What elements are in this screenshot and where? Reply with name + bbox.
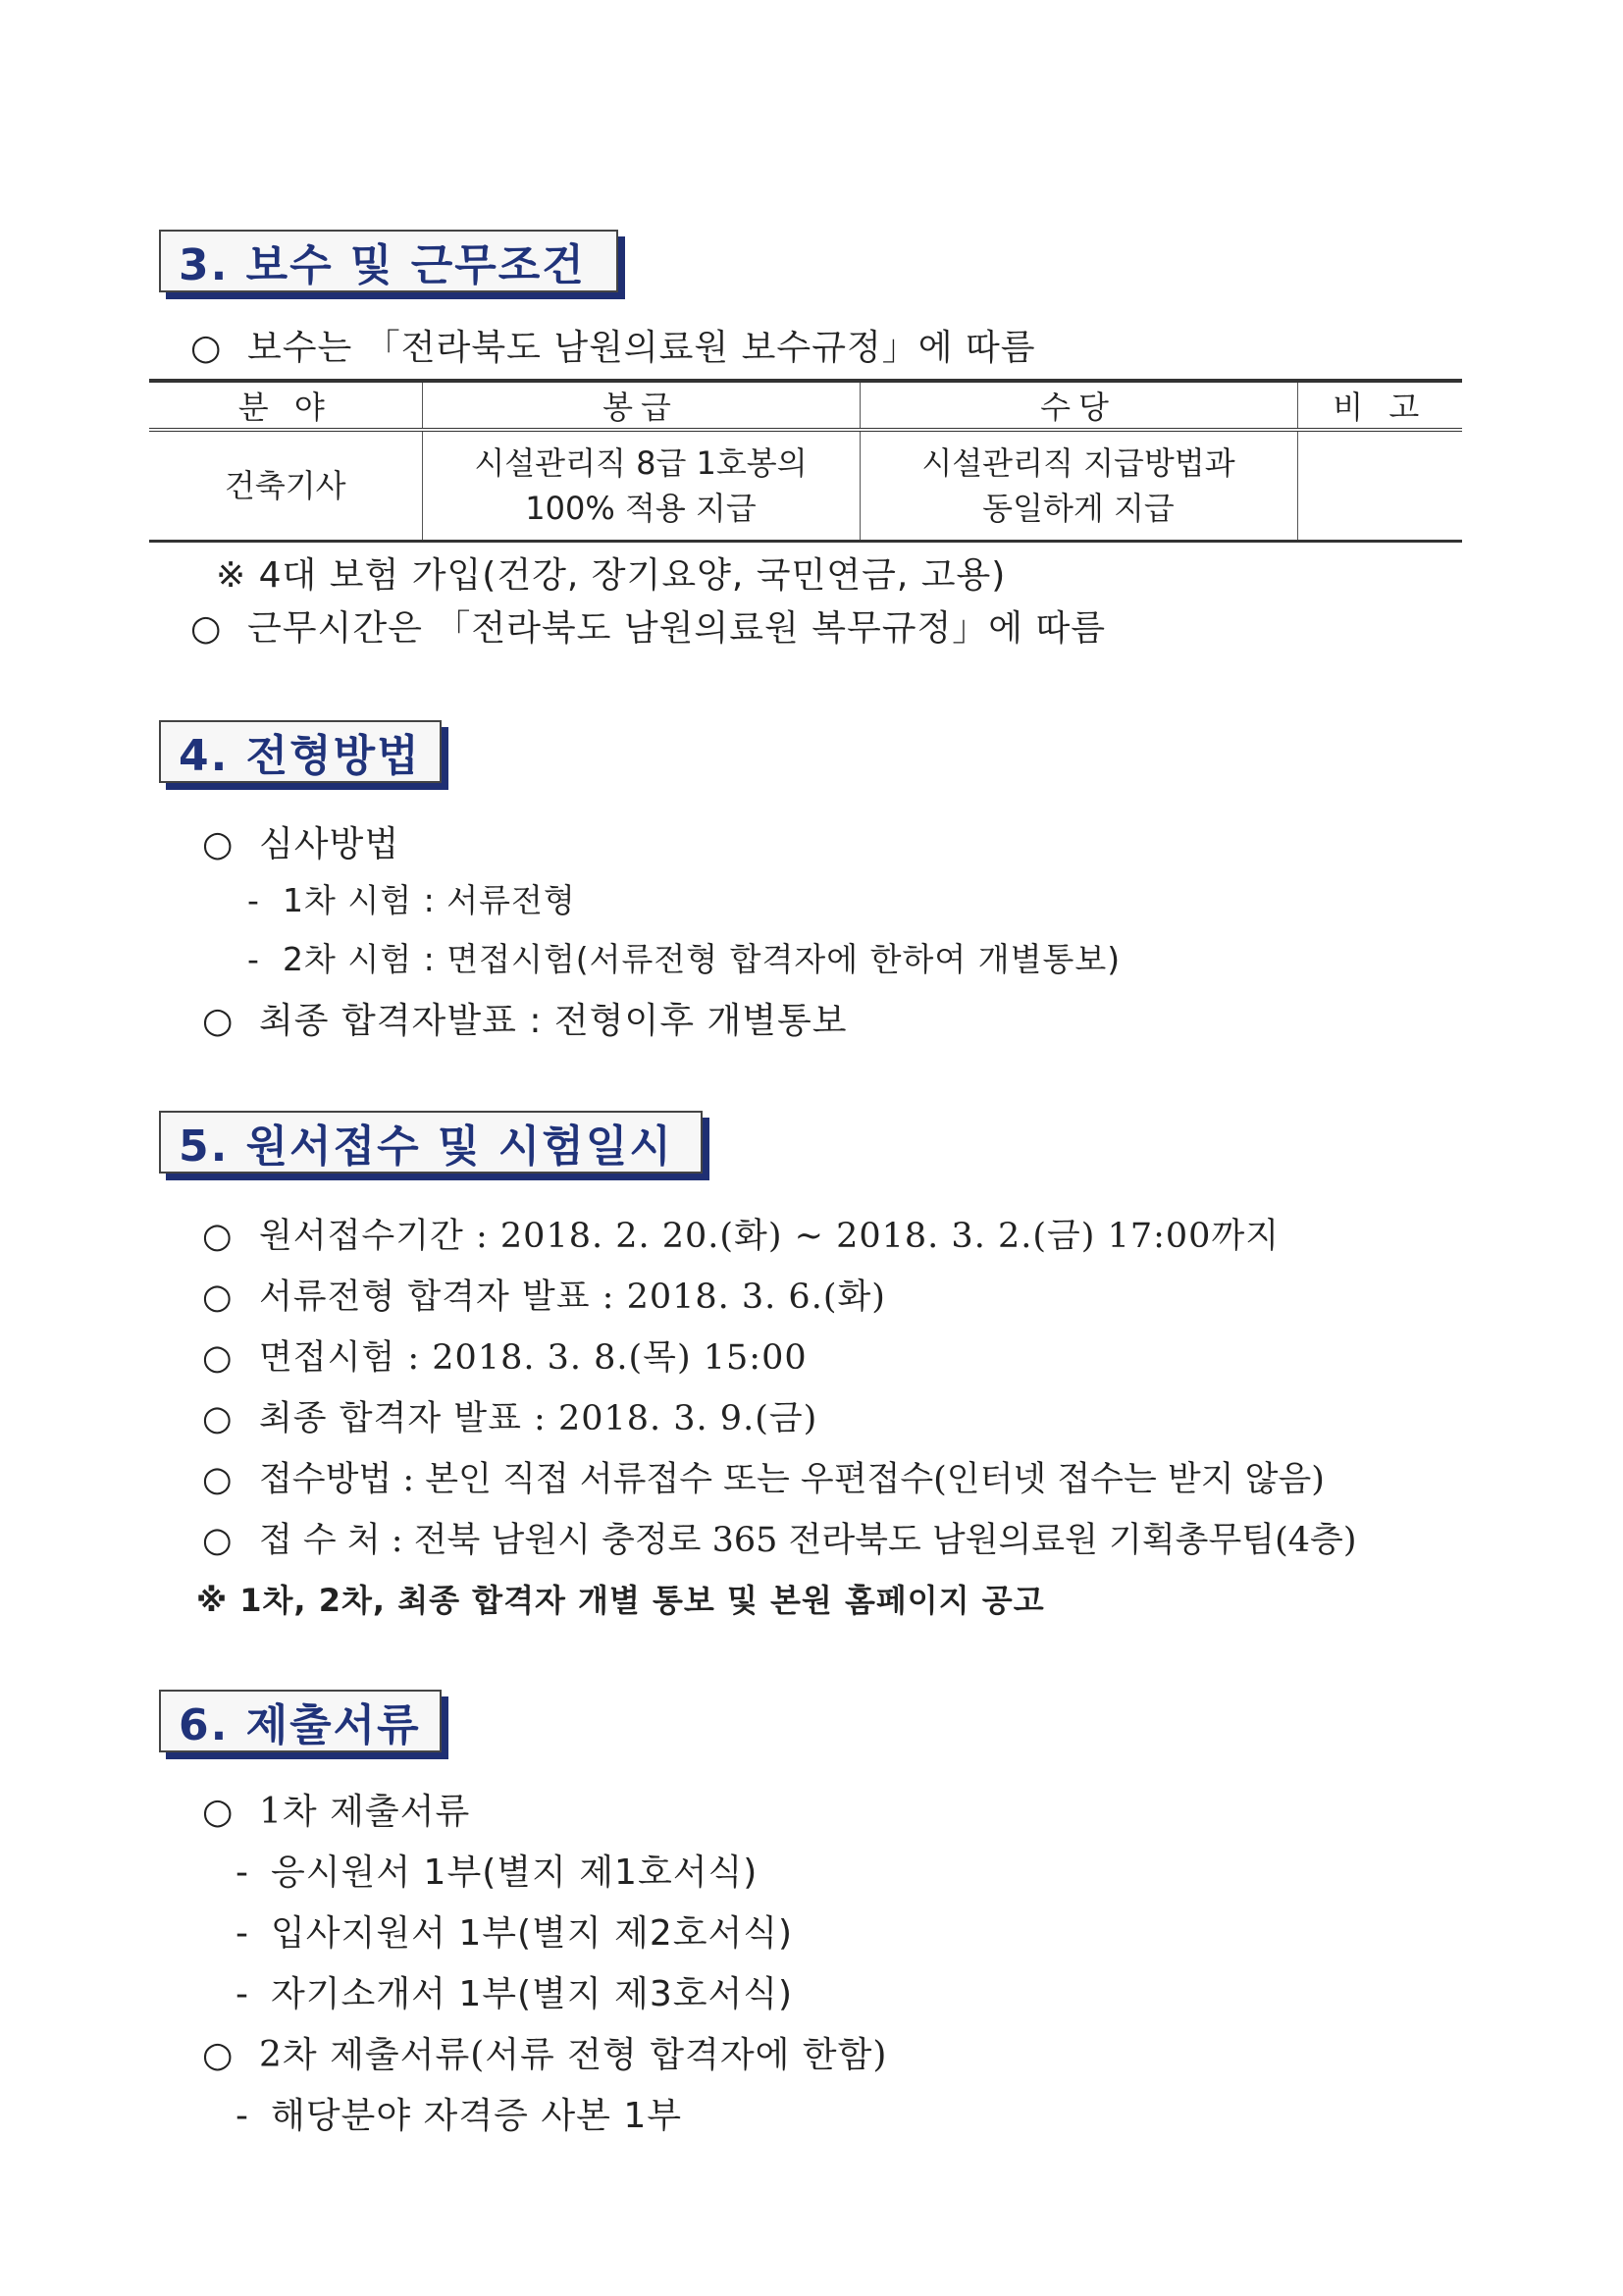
bullet-icon: ○ bbox=[190, 608, 223, 649]
insurance-note: ※ 4대 보험 가입(건강, 장기요양, 국민연금, 고용) bbox=[216, 555, 1007, 596]
schedule-item: ○ 접 수 처 : 전북 남원시 충정로 365 전라북도 남원의료원 기획총무팀(4층) bbox=[202, 1521, 1357, 1560]
schedule-item: ○ 면접시험 : 2018. 3. 8.(목) 15:00 bbox=[202, 1338, 808, 1378]
final-announcement: ○ 최종 합격자발표 : 전형이후 개별통보 bbox=[202, 1001, 848, 1041]
table-header: 비 고 bbox=[1297, 381, 1462, 430]
document-item: - 응시원서 1부(별지 제1호서식) bbox=[236, 1852, 759, 1893]
pay-rule-line: ○ 보수는 「전라북도 남원의료원 보수규정」에 따름 bbox=[190, 328, 1036, 368]
bullet-icon: ○ bbox=[202, 1521, 233, 1560]
section-3-heading bbox=[159, 230, 618, 292]
bullet-icon: ○ bbox=[202, 2035, 235, 2075]
table-header: 수당 bbox=[860, 381, 1297, 430]
dash-icon: - bbox=[236, 1913, 249, 1954]
bullet-icon: ○ bbox=[202, 1001, 235, 1041]
document-item: - 자기소개서 1부(별지 제3호서식) bbox=[236, 1974, 794, 2014]
document-item: - 입사지원서 1부(별지 제2호서식) bbox=[236, 1913, 794, 1954]
second-documents: ○ 2차 제출서류(서류 전형 합격자에 한함) bbox=[202, 2035, 888, 2075]
dash-icon: - bbox=[236, 1974, 249, 2014]
schedule-item: ○ 서류전형 합격자 발표 : 2018. 3. 6.(화) bbox=[202, 1278, 886, 1317]
bullet-icon: ○ bbox=[202, 1460, 233, 1499]
step-2-line: - 2차 시험 : 면접시험(서류전형 합격자에 한하여 개별통보) bbox=[247, 940, 1122, 978]
schedule-item: ○ 최종 합격자 발표 : 2018. 3. 9.(금) bbox=[202, 1399, 818, 1438]
dash-icon: - bbox=[236, 2096, 249, 2136]
table-cell-field: 건축기사 bbox=[149, 430, 422, 542]
screening-method: ○ 심사방법 bbox=[202, 824, 400, 864]
bullet-icon: ○ bbox=[190, 328, 223, 368]
bullet-icon: ○ bbox=[202, 1399, 234, 1438]
section-5-title: 5. 원서접수 및 시험일시 bbox=[179, 1122, 673, 1172]
section-4-heading bbox=[159, 720, 442, 783]
table-cell-allowance: 시설관리직 지급방법과 동일하게 지급 bbox=[860, 430, 1297, 542]
section-6-heading bbox=[159, 1690, 442, 1752]
schedule-item: ○ 원서접수기간 : 2018. 2. 20.(화) ~ 2018. 3. 2.(금) 17:00까지 bbox=[202, 1217, 1281, 1256]
bullet-icon: ○ bbox=[202, 1217, 234, 1256]
work-hours-line: ○ 근무시간은 「전라북도 남원의료원 복무규정」에 따름 bbox=[190, 608, 1107, 649]
bullet-icon: ○ bbox=[202, 1792, 235, 1832]
dash-icon: - bbox=[247, 881, 260, 919]
notice-note: ※ 1차, 2차, 최종 합격자 개별 통보 및 본원 홈페이지 공고 bbox=[196, 1582, 1045, 1619]
section-5-heading bbox=[159, 1111, 703, 1174]
table-row bbox=[149, 430, 1462, 542]
document-item: - 해당분야 자격증 사본 1부 bbox=[236, 2096, 682, 2136]
dash-icon: - bbox=[236, 1852, 249, 1893]
section-3-title: 3. 보수 및 근무조건 bbox=[179, 240, 586, 290]
salary-table bbox=[149, 379, 1462, 543]
bullet-icon: ○ bbox=[202, 824, 235, 864]
table-header: 봉급 bbox=[422, 381, 860, 430]
table-cell-salary: 시설관리직 8급 1호봉의 100% 적용 지급 bbox=[422, 430, 860, 542]
table-header-row bbox=[149, 381, 1462, 430]
section-6-title: 6. 제출서류 bbox=[179, 1700, 421, 1750]
step-1-line: - 1차 시험 : 서류전형 bbox=[247, 881, 576, 919]
first-documents: ○ 1차 제출서류 bbox=[202, 1792, 471, 1832]
bullet-icon: ○ bbox=[202, 1338, 234, 1378]
schedule-item: ○ 접수방법 : 본인 직접 서류접수 또는 우편접수(인터넷 접수는 받지 않음) bbox=[202, 1460, 1325, 1499]
table-cell-remark bbox=[1297, 430, 1462, 542]
section-4-title: 4. 전형방법 bbox=[179, 731, 421, 781]
dash-icon: - bbox=[247, 940, 260, 978]
bullet-icon: ○ bbox=[202, 1278, 234, 1317]
table-header: 분 야 bbox=[149, 381, 422, 430]
